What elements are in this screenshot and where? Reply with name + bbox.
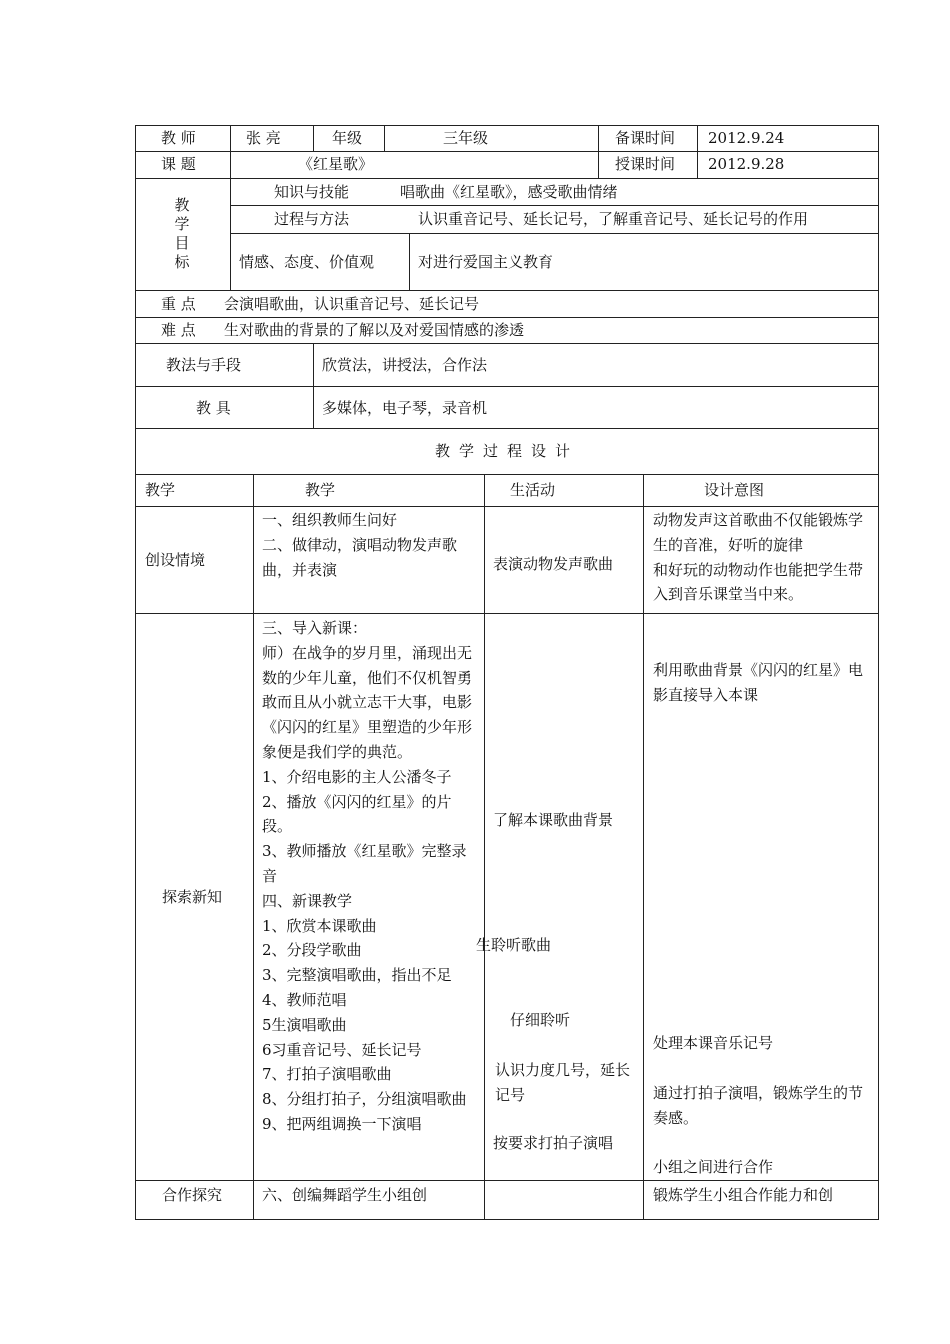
- tools-value: 多媒体，电子琴，录音机: [322, 399, 488, 417]
- intent-cell: 小组之间进行合作: [653, 1158, 774, 1176]
- teacher-label: 教 师: [161, 129, 196, 147]
- objective-name-knowledge: 知识与技能: [274, 183, 350, 201]
- activity-cell: 了解本课歌曲背景: [493, 811, 614, 829]
- key-point-label: 重 点: [161, 295, 196, 313]
- key-point-value: 会演唱歌曲，认识重音记号、延长记号: [224, 295, 480, 313]
- topic-value: 《红星歌》: [298, 155, 374, 173]
- teach-time-label: 授课时间: [615, 155, 676, 173]
- column-header-activity: 生活动: [510, 481, 556, 499]
- activity-cell: 仔细聆听: [510, 1011, 571, 1029]
- topic-label: 课 题: [161, 155, 196, 173]
- step-cell: 探索新知: [162, 888, 223, 906]
- objectives-label: 教学目标: [174, 196, 190, 271]
- content-cell: 六、创编舞蹈学生小组创: [262, 1186, 428, 1204]
- intent-cell: 锻炼学生小组合作能力和创: [653, 1186, 834, 1204]
- grade-label: 年级: [332, 129, 363, 147]
- teach-time-value: 2012.9.28: [708, 155, 785, 173]
- step-cell: 创设情境: [145, 551, 206, 569]
- intent-cell: 动物发声这首歌曲不仅能锻炼学生的音准，好听的旋律 和好玩的动物动作也能把学生带入到音乐课堂当中来。: [653, 511, 864, 604]
- objective-value-knowledge: 唱歌曲《红星歌》，感受歌曲情绪: [400, 183, 618, 201]
- grade-value: 三年级: [443, 129, 489, 147]
- objective-value-process: 认识重音记号、延长记号，了解重音记号、延长记号的作用: [418, 210, 809, 228]
- difficulty-label: 难 点: [161, 321, 196, 339]
- content-cell: 三、导入新课： 师）在战争的岁月里，涌现出无数的少年儿童，他们不仅机智勇敢而且从小就立志干大事，电影《闪闪的红星》里塑造的少年形象便是我们学的典范。 1、介绍电影的主人公潘冬子 2、播放《闪闪的红星》的片段。 3、教师播放《红星歌》完整录音 四、新课教学 1、欣赏本课歌曲 2、分段学歌曲 3、完整演唱歌曲，指出不足 4、教师范唱 5生演唱歌曲 6习重音记号、延长记号 7、打拍子演唱歌曲 8、分组打拍子，分组演唱歌曲 9、把两组调换一下演唱: [262, 619, 473, 1133]
- column-header-intent: 设计意图: [704, 481, 765, 499]
- difficulty-value: 生对歌曲的背景的了解以及对爱国情感的渗透: [224, 321, 525, 339]
- prep-time-label: 备课时间: [615, 129, 676, 147]
- tools-label: 教 具: [196, 399, 231, 417]
- objective-name-emotion: 情感、态度、价值观: [239, 253, 375, 271]
- intent-cell: 利用歌曲背景《闪闪的红星》电影直接导入本课: [653, 661, 864, 704]
- activity-cell: 表演动物发声歌曲: [493, 555, 614, 573]
- content-cell: 一、组织教师生问好 二、做律动，演唱动物发声歌曲，并表演: [262, 511, 458, 579]
- objective-name-process: 过程与方法: [274, 210, 350, 228]
- prep-time-value: 2012.9.24: [708, 129, 785, 147]
- column-header-step: 教学: [145, 481, 176, 499]
- column-header-content: 教学: [305, 481, 336, 499]
- activity-cell: 按要求打拍子演唱: [493, 1134, 614, 1152]
- teacher-name: 张 亮: [246, 129, 281, 147]
- method-value: 欣赏法，讲授法，合作法: [322, 356, 488, 374]
- objective-value-emotion: 对进行爱国主义教育: [418, 253, 554, 271]
- step-cell: 合作探究: [162, 1186, 223, 1204]
- activity-cell: 生聆听歌曲: [476, 936, 552, 954]
- activity-cell: 认识力度几号，延长记号: [495, 1061, 631, 1104]
- intent-cell: 通过打拍子演唱，锻炼学生的节奏感。: [653, 1084, 864, 1127]
- process-title: 教学过程设计: [434, 442, 579, 460]
- intent-cell: 处理本课音乐记号: [653, 1034, 774, 1052]
- method-label: 教法与手段: [166, 356, 242, 374]
